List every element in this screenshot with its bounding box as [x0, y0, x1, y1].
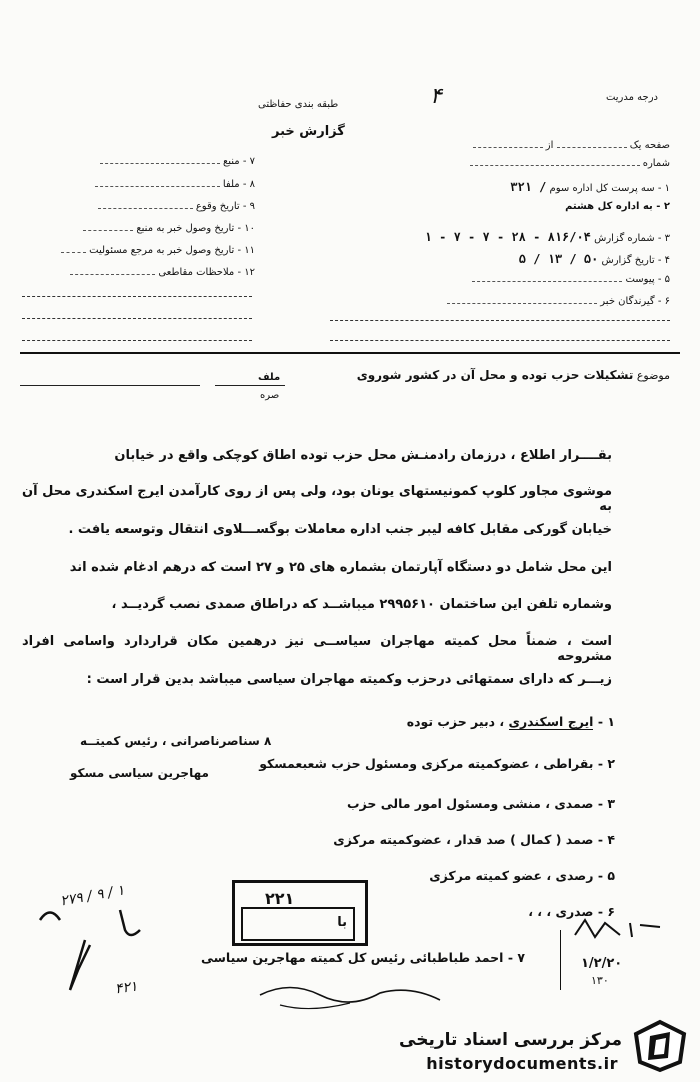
- member-1-extra: ۸ سناصرناصرانی ، رئیس کمیتــه: [80, 734, 272, 748]
- member-1: ۱ - ایرج اسکندری ، دبیر حزب توده: [406, 714, 615, 729]
- member-5: ۵ - رصدی ، عضو کمیته مرکزی: [429, 868, 615, 883]
- divider-dashed: [22, 340, 252, 341]
- field-receipt-date-source: ۱۰ - تاریخ وصول خبر به منبع: [83, 223, 255, 234]
- handwritten-signature-left: [30, 900, 150, 1000]
- divider-dashed: [330, 340, 670, 341]
- body-line-1: بقــــرار اطلاع ، درزمان رادمنـش محل حزب توده اطاق کوچکی واقع در خیابان: [114, 448, 612, 463]
- side-label-2: صره: [260, 390, 280, 401]
- handwritten-note-1: ۲۷۹ / ۹ / ۱: [59, 882, 126, 910]
- watermark-persian: مرکز بررسی اسناد تاریخی: [399, 1030, 622, 1050]
- classification-label: درجه مدریت: [605, 92, 658, 103]
- body-line-4: این محل شامل دو دستگاه آپارتمان بشماره های ۲۵ و ۲۷ است که درهم ادغام شده اند: [69, 560, 612, 575]
- body-line-2: موشوی مجاور کلوپ کمونیستهای یونان بود، ولی پس از روی کارآمدن ایرج اسکندری محل آن به: [22, 484, 612, 514]
- field-recipients: ۶ - گیرندگان خبر: [447, 296, 670, 307]
- body-line-5: وشماره تلفن این ساختمان ۲۹۹۵۶۱۰ میباشــد که دراطاق صمدی نصب گردیــد ،: [111, 597, 612, 612]
- field-file: ۸ - ملفا: [95, 179, 255, 190]
- field-number: شماره: [470, 158, 670, 169]
- registration-stamp: [232, 880, 368, 946]
- field-page: صفحه یک از: [473, 140, 670, 151]
- field-recipient-2: ۲ - به اداره کل هشتم: [565, 201, 670, 212]
- subject-left-rule: [20, 385, 200, 386]
- watermark-url: historydocuments.ir: [426, 1054, 618, 1073]
- field-recipient-1: ۱ - سه پرست کل اداره سوم / ۳۲۱: [510, 180, 670, 194]
- handwritten-signature-bottom: [250, 975, 450, 1015]
- protective-classification: طبقه بندی حفاظتی: [258, 99, 339, 110]
- handwritten-note-2: ۴۲۱: [113, 978, 139, 998]
- member-4: ۴ - صمد ( کمال ) صد قدار ، عضوکمیته مرکزی: [333, 832, 615, 847]
- side-label-file: ملف: [258, 372, 281, 383]
- field-receipt-date-authority: ۱۱ - تاریخ وصول خبر به مرجع مسئولیت: [61, 245, 255, 256]
- stamp-number: ۲۲۱: [265, 889, 295, 908]
- subject-label: موضوع: [636, 369, 670, 382]
- subject-text: تشکیلات حزب توده و محل آن در کشور شوروی: [356, 368, 634, 382]
- divider-dashed: [330, 320, 670, 321]
- history-documents-logo-icon: [632, 1018, 688, 1074]
- field-source: ۷ - منبع: [100, 156, 255, 167]
- signature-scribble-right: [570, 915, 670, 945]
- field-remarks: ۱۲ - ملاحظات مقاطعی: [70, 267, 255, 278]
- field-occurrence-date: ۹ - تاریخ وقوع: [98, 201, 255, 212]
- body-line-7: زیـــر که دارای سمتهائی درحزب وکمیته مهاجران سیاسی میباشد بدین قرار است :: [86, 672, 612, 687]
- signature-box: ۱/۲/۲۰ ۱۳۰: [560, 930, 681, 990]
- body-line-3: خیابان گورکی مقابل کافه لیبر جنب اداره معاملات بوگســـلاوی انتقال وتوسعه یافت .: [68, 522, 612, 537]
- member-6: ۶ - صدری ، ، ،: [528, 904, 615, 919]
- field-report-date: ۴ - تاریخ گزارش ۵۰ / ۱۳ / ۵: [518, 252, 670, 266]
- handwritten-mark: ۴: [430, 84, 442, 109]
- divider-dashed: [22, 318, 252, 319]
- member-2-extra: مهاجرین سیاسی مسکو: [70, 766, 209, 780]
- member-2: ۲ - بقراطی ، عضوکمیته مرکزی ومسئول حزب شعبعمسکو: [259, 756, 615, 771]
- main-divider: [20, 352, 680, 354]
- body-line-6: است ، ضمناً محل کمیته مهاجران سیاســی نیز درهمین مکان قراردارد واسامی افراد مشروحه: [22, 634, 612, 664]
- member-7: ۷ - احمد طباطبائی رئیس کل کمیته مهاجرین سیاسی: [200, 950, 525, 965]
- stamp-inner-box: با: [241, 907, 355, 941]
- member-3: ۳ - صمدی ، منشی ومسئول امور مالی حزب: [347, 796, 615, 811]
- subject-row: [357, 368, 670, 382]
- field-attachment: ۵ - پیوست: [472, 274, 670, 285]
- divider-dashed: [22, 296, 252, 297]
- field-report-number: ۳ - شماره گزارش ۸۱۶/۰۴ - ۲۸ - ۷ - ۷ - ۱: [424, 230, 670, 244]
- report-title: گزارش خبر: [272, 124, 345, 139]
- subject-side-rule: [215, 385, 285, 386]
